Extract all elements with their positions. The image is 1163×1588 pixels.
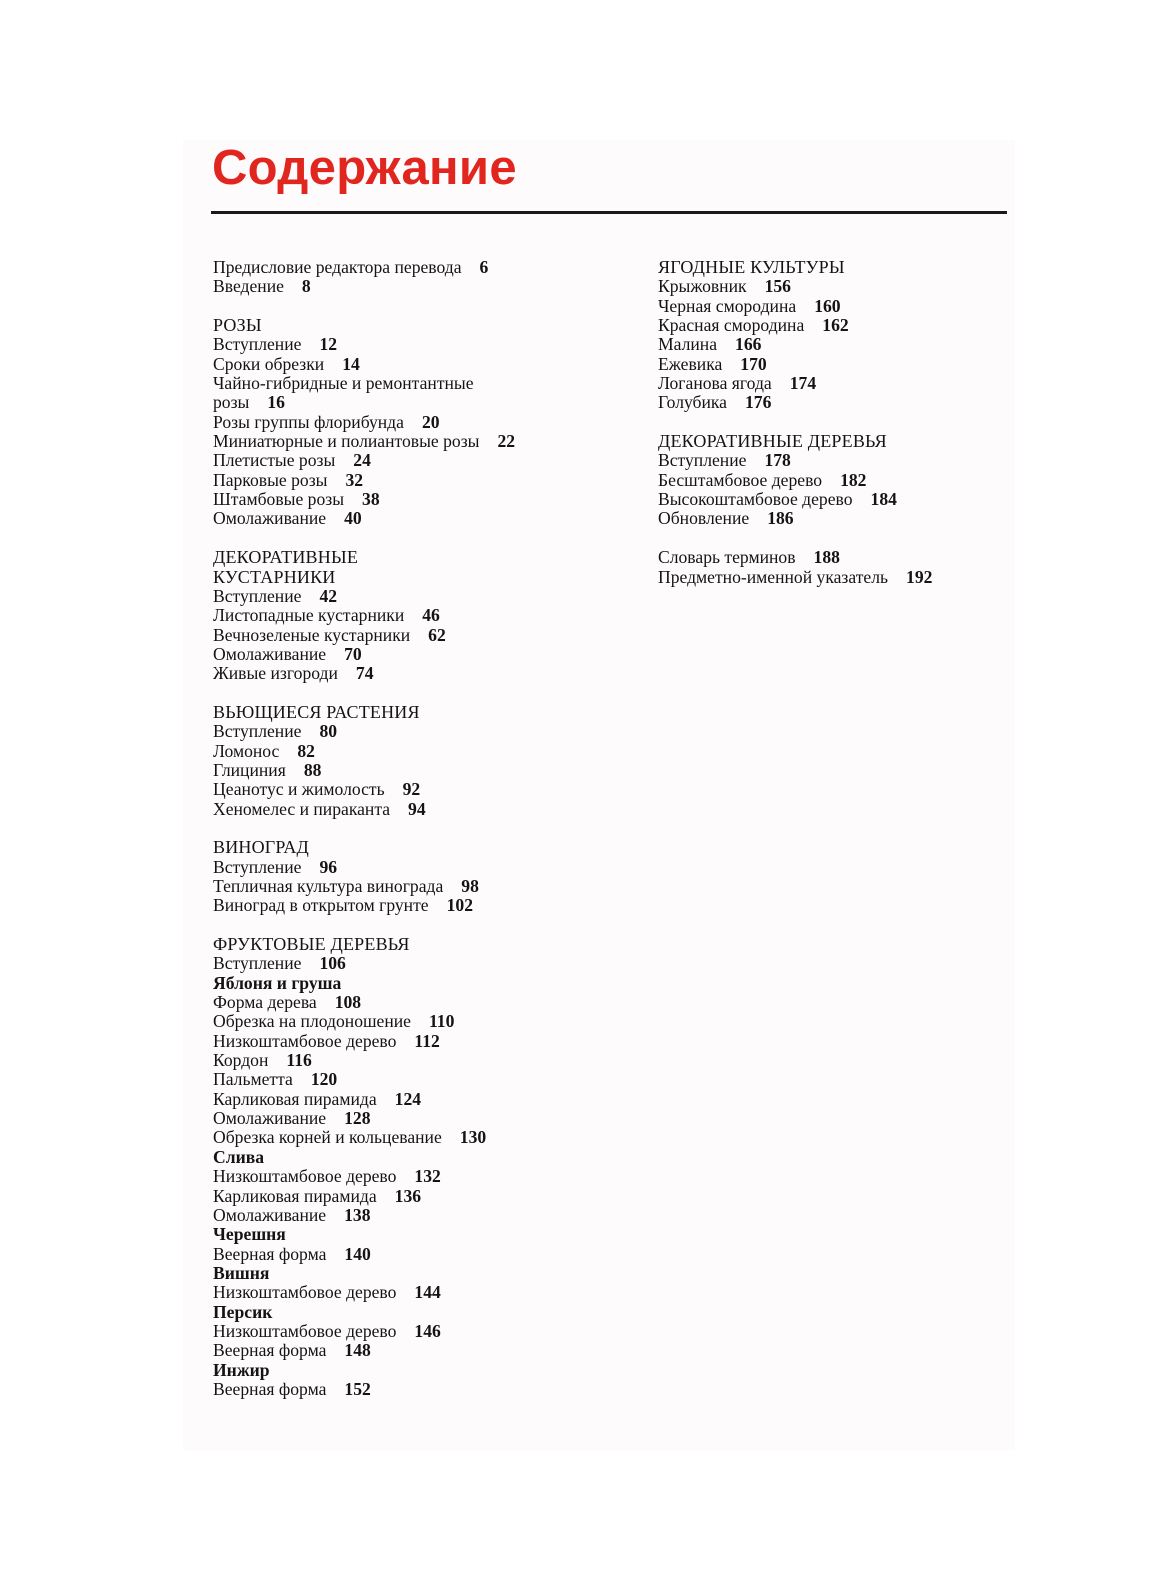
toc-entry[interactable] bbox=[658, 316, 1018, 335]
entry-title: Введение bbox=[213, 276, 284, 297]
page-number: 182 bbox=[840, 469, 867, 490]
toc-entry[interactable] bbox=[658, 568, 1018, 587]
section-heading: ВЬЮЩИЕСЯ РАСТЕНИЯ bbox=[213, 701, 420, 722]
toc-subheading: Персик bbox=[213, 1301, 273, 1322]
toc-entry[interactable] bbox=[213, 1341, 613, 1360]
page-number: 140 bbox=[344, 1243, 371, 1264]
page-number: 130 bbox=[459, 1127, 487, 1148]
page-number: 188 bbox=[813, 547, 840, 568]
entry-title: розы bbox=[213, 392, 250, 413]
page-number: 20 bbox=[421, 411, 440, 432]
entry-title: Словарь терминов bbox=[658, 547, 796, 568]
toc-subheading: Черешня bbox=[213, 1224, 286, 1245]
page-number: 170 bbox=[740, 353, 767, 374]
entry-title: Листопадные кустарники bbox=[213, 605, 405, 626]
entry-title: Сроки обрезки bbox=[213, 353, 325, 374]
page-number: 16 bbox=[267, 392, 285, 413]
entry-title: Розы группы флорибунда bbox=[213, 411, 404, 432]
entry-title: Вечнозеленые кустарники bbox=[213, 624, 411, 645]
toc-entry[interactable] bbox=[213, 277, 613, 296]
toc-section bbox=[213, 838, 613, 915]
toc-subheading: Слива bbox=[213, 1146, 265, 1167]
toc-section bbox=[213, 316, 613, 529]
entry-title: Низкоштамбовое дерево bbox=[213, 1282, 397, 1303]
entry-title: Низкоштамбовое дерево bbox=[213, 1166, 397, 1187]
entry-title: Миниатюрные и полиантовые розы bbox=[213, 431, 480, 452]
page-number: 12 bbox=[319, 334, 338, 355]
entry-title: Парковые розы bbox=[213, 469, 328, 490]
entry-title: Глициния bbox=[213, 759, 286, 780]
toc-entry[interactable] bbox=[213, 896, 613, 915]
toc-entry[interactable] bbox=[213, 858, 613, 877]
toc-entry[interactable] bbox=[213, 1090, 613, 1109]
entry-title: Омолаживание bbox=[213, 1108, 327, 1129]
toc-entry[interactable] bbox=[213, 355, 613, 374]
toc-entry[interactable] bbox=[213, 664, 613, 683]
entry-title: Пальметта bbox=[213, 1069, 293, 1090]
toc-entry[interactable] bbox=[213, 645, 613, 664]
toc-subheading: Инжир bbox=[213, 1359, 270, 1380]
entry-title: Ежевика bbox=[658, 353, 723, 374]
toc-entry[interactable] bbox=[658, 509, 1018, 528]
toc-entry[interactable] bbox=[213, 1206, 613, 1225]
section-heading: КУСТАРНИКИ bbox=[213, 566, 336, 587]
page-number: 116 bbox=[286, 1050, 312, 1071]
toc-entry[interactable] bbox=[658, 374, 1018, 393]
entry-title: Карликовая пирамида bbox=[213, 1088, 377, 1109]
page-number: 162 bbox=[822, 315, 849, 336]
page-number: 110 bbox=[428, 1011, 455, 1032]
entry-title: Черная смородина bbox=[658, 295, 797, 316]
page-number: 94 bbox=[408, 798, 426, 819]
toc-entry[interactable] bbox=[213, 1109, 613, 1128]
toc-entry[interactable] bbox=[213, 1032, 613, 1051]
entry-title: Виноград в открытом грунте bbox=[213, 895, 429, 916]
page-number: 106 bbox=[319, 953, 346, 974]
entry-title: Чайно-гибридные и ремонтантные bbox=[213, 373, 474, 394]
entry-title: Вступление bbox=[213, 585, 302, 606]
toc-entry[interactable] bbox=[213, 413, 613, 432]
toc-entry[interactable] bbox=[658, 548, 1018, 567]
entry-title: Веерная форма bbox=[213, 1378, 327, 1399]
page-number: 22 bbox=[497, 431, 516, 452]
page-number: 38 bbox=[362, 489, 380, 510]
toc-section bbox=[658, 432, 1018, 529]
page-number: 70 bbox=[344, 643, 362, 664]
page-number: 146 bbox=[414, 1320, 441, 1341]
toc-left-column bbox=[213, 258, 613, 1419]
entry-title: Штамбовые розы bbox=[213, 489, 345, 510]
title-divider bbox=[211, 211, 1007, 214]
toc-entry[interactable] bbox=[213, 1380, 613, 1399]
entry-title: Логанова ягода bbox=[658, 373, 772, 394]
toc-entry[interactable] bbox=[213, 1322, 613, 1341]
page-number: 6 bbox=[479, 257, 489, 277]
page-number: 156 bbox=[764, 276, 791, 297]
page-number: 88 bbox=[303, 759, 322, 780]
entry-title: Голубика bbox=[658, 392, 727, 413]
toc-section bbox=[213, 548, 613, 683]
toc-entry[interactable] bbox=[213, 626, 613, 645]
page-number: 192 bbox=[906, 566, 933, 587]
section-heading: ФРУКТОВЫЕ ДЕРЕВЬЯ bbox=[213, 934, 410, 955]
page-number: 178 bbox=[764, 450, 791, 471]
toc-entry[interactable] bbox=[213, 780, 613, 799]
page-number: 62 bbox=[428, 624, 446, 645]
page-number: 24 bbox=[353, 450, 371, 471]
entry-title: Обновление bbox=[658, 508, 750, 529]
entry-title: Омолаживание bbox=[213, 508, 327, 529]
toc-entry[interactable] bbox=[213, 451, 613, 470]
toc-entry[interactable] bbox=[658, 277, 1018, 296]
entry-title: Живые изгороди bbox=[213, 663, 338, 684]
toc-entry[interactable] bbox=[213, 954, 613, 973]
entry-title: Бесштамбовое дерево bbox=[658, 469, 823, 490]
toc-section bbox=[213, 935, 613, 1399]
section-heading: ДЕКОРАТИВНЫЕ ДЕРЕВЬЯ bbox=[658, 431, 887, 452]
toc-entry[interactable] bbox=[213, 335, 613, 354]
page-number: 108 bbox=[334, 992, 362, 1013]
page-number: 144 bbox=[414, 1282, 441, 1303]
toc-entry[interactable] bbox=[658, 451, 1018, 470]
entry-title: Омолаживание bbox=[213, 643, 327, 664]
entry-title: Предисловие редактора перевода bbox=[213, 257, 462, 277]
toc-entry[interactable] bbox=[213, 374, 613, 393]
page-number: 8 bbox=[301, 276, 311, 297]
toc-entry[interactable] bbox=[213, 1187, 613, 1206]
entry-title: Обрезка на плодоношение bbox=[213, 1011, 411, 1032]
toc-entry[interactable] bbox=[213, 993, 613, 1012]
entry-title: Карликовая пирамида bbox=[213, 1185, 377, 1206]
page-number: 82 bbox=[297, 740, 315, 761]
toc-entry[interactable] bbox=[213, 1245, 613, 1264]
toc-entry[interactable] bbox=[213, 606, 613, 625]
page-number: 160 bbox=[814, 295, 841, 316]
entry-title: Крыжовник bbox=[658, 276, 747, 297]
entry-title: Высокоштамбовое дерево bbox=[658, 489, 853, 510]
entry-title: Форма дерева bbox=[213, 992, 317, 1013]
toc-section bbox=[213, 258, 613, 297]
page-number: 184 bbox=[870, 489, 897, 510]
section-heading: ДЕКОРАТИВНЫЕ bbox=[213, 547, 359, 568]
page-number: 102 bbox=[446, 895, 473, 916]
entry-title: Низкоштамбовое дерево bbox=[213, 1030, 397, 1051]
page-number: 138 bbox=[344, 1204, 371, 1225]
toc-entry[interactable] bbox=[658, 335, 1018, 354]
section-heading: ВИНОГРАД bbox=[213, 837, 309, 858]
entry-title: Вступление bbox=[213, 334, 302, 355]
page-number: 42 bbox=[319, 585, 338, 606]
entry-title: Омолаживание bbox=[213, 1204, 327, 1225]
entry-title: Вступление bbox=[213, 856, 302, 877]
toc-entry[interactable] bbox=[658, 490, 1018, 509]
toc-entry[interactable] bbox=[658, 393, 1018, 412]
entry-title: Предметно-именной указатель bbox=[658, 566, 889, 587]
toc-entry[interactable] bbox=[213, 1070, 613, 1089]
entry-title: Красная смородина bbox=[658, 315, 805, 336]
section-heading: ЯГОДНЫЕ КУЛЬТУРЫ bbox=[658, 257, 845, 277]
toc-entry-continued[interactable] bbox=[213, 393, 613, 412]
page-number: 176 bbox=[745, 392, 772, 413]
entry-title: Вступление bbox=[213, 721, 302, 742]
page-number: 166 bbox=[735, 334, 762, 355]
toc-entry[interactable] bbox=[213, 761, 613, 780]
entry-title: Хеномелес и пираканта bbox=[213, 798, 391, 819]
entry-title: Обрезка корней и кольцевание bbox=[213, 1127, 442, 1148]
toc-section bbox=[213, 703, 613, 819]
page-number: 186 bbox=[767, 508, 794, 529]
entry-title: Тепличная культура винограда bbox=[213, 876, 444, 896]
page-number: 14 bbox=[342, 353, 360, 374]
toc-subheading: Вишня bbox=[213, 1262, 270, 1283]
entry-title: Веерная форма bbox=[213, 1243, 327, 1264]
page-number: 124 bbox=[394, 1088, 422, 1109]
page-number: 148 bbox=[344, 1340, 371, 1361]
page-title: Содержание bbox=[212, 141, 517, 195]
toc-section bbox=[658, 258, 1018, 413]
page-number: 80 bbox=[319, 721, 338, 742]
page-number: 98 bbox=[461, 876, 479, 896]
page-number: 128 bbox=[344, 1108, 371, 1129]
toc-entry[interactable] bbox=[658, 355, 1018, 374]
entry-title: Плетистые розы bbox=[213, 450, 336, 471]
entry-title: Веерная форма bbox=[213, 1340, 327, 1361]
page-number: 120 bbox=[310, 1069, 338, 1090]
page-number: 74 bbox=[355, 663, 374, 684]
toc-entry[interactable] bbox=[658, 297, 1018, 316]
page-number: 96 bbox=[319, 856, 338, 877]
toc-entry[interactable] bbox=[213, 742, 613, 761]
toc-section bbox=[658, 548, 1018, 587]
entry-title: Цеанотус и жимолость bbox=[213, 779, 385, 800]
toc-right-column bbox=[658, 258, 1018, 606]
toc-entry[interactable] bbox=[658, 471, 1018, 490]
page-number: 46 bbox=[422, 605, 440, 626]
toc-entry[interactable] bbox=[213, 471, 613, 490]
page-number: 152 bbox=[344, 1378, 371, 1399]
entry-title: Вступление bbox=[213, 953, 302, 974]
entry-title: Низкоштамбовое дерево bbox=[213, 1320, 397, 1341]
entry-title: Ломонос bbox=[213, 740, 280, 761]
toc-entry[interactable] bbox=[213, 509, 613, 528]
page-number: 112 bbox=[414, 1030, 440, 1051]
toc-entry[interactable] bbox=[213, 490, 613, 509]
entry-title: Малина bbox=[658, 334, 718, 355]
toc-entry[interactable] bbox=[213, 1283, 613, 1302]
entry-title: Кордон bbox=[213, 1050, 269, 1071]
toc-entry[interactable] bbox=[213, 877, 613, 896]
page-number: 40 bbox=[344, 508, 362, 529]
toc-entry[interactable] bbox=[213, 800, 613, 819]
toc-entry[interactable] bbox=[213, 587, 613, 606]
toc-entry[interactable] bbox=[213, 1128, 613, 1147]
entry-title: Вступление bbox=[658, 450, 747, 471]
toc-entry[interactable] bbox=[213, 722, 613, 741]
toc-entry[interactable] bbox=[213, 1167, 613, 1186]
toc-entry[interactable] bbox=[213, 1051, 613, 1070]
toc-entry[interactable] bbox=[213, 1012, 613, 1031]
page-number: 92 bbox=[402, 779, 421, 800]
section-heading: РОЗЫ bbox=[213, 315, 262, 336]
page-number: 32 bbox=[345, 469, 364, 490]
toc-subheading: Яблоня и груша bbox=[213, 972, 342, 993]
page-number: 136 bbox=[394, 1185, 422, 1206]
page-number: 174 bbox=[789, 373, 817, 394]
page-number: 132 bbox=[414, 1166, 441, 1187]
toc-entry[interactable] bbox=[213, 258, 613, 277]
toc-entry[interactable] bbox=[213, 432, 613, 451]
